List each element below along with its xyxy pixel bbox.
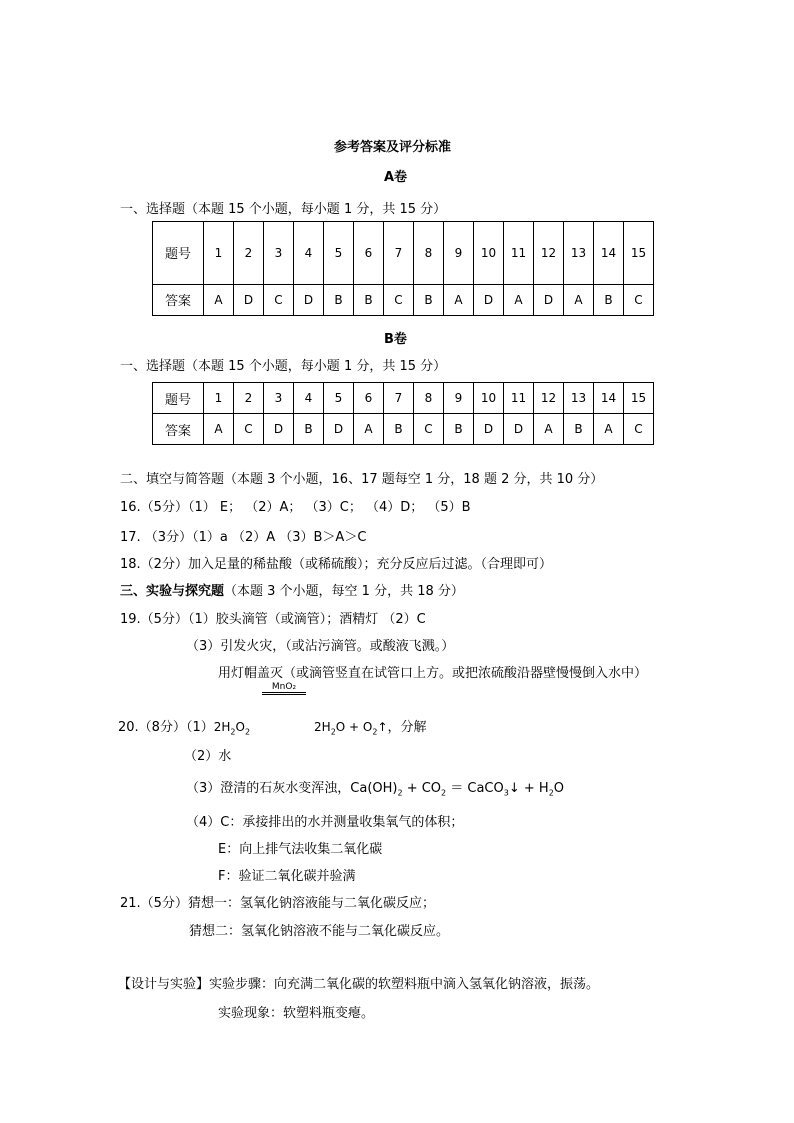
paper-a-number-row — [153, 222, 654, 285]
question-number-cell: 5 — [324, 383, 354, 414]
paper-a-answer-table — [152, 221, 654, 316]
answer-cell: C — [414, 414, 444, 445]
answer-cell: D — [534, 284, 564, 315]
q19-answer-3: （3）引发火灾，（或沾污滴管。或酸液飞溅。） — [186, 639, 455, 654]
question-number-cell: 8 — [414, 222, 444, 285]
paper-a-section-heading: 一、选择题（本题 15 个小题，每小题 1 分，共 15 分） — [120, 202, 447, 217]
answer-cell: A — [504, 284, 534, 315]
question-number-cell: 9 — [444, 383, 474, 414]
answer-cell: C — [384, 284, 414, 315]
question-number-cell: 6 — [354, 222, 384, 285]
question-number-cell: 6 — [354, 383, 384, 414]
question-number-cell: 10 — [474, 222, 504, 285]
answer-cell: B — [354, 284, 384, 315]
answer-cell: A — [594, 414, 624, 445]
question-number-cell: 14 — [594, 222, 624, 285]
q20-answer-4e: E：向上排气法收集二氧化碳 — [218, 842, 383, 857]
question-number-cell: 3 — [264, 222, 294, 285]
question-number-cell: 12 — [534, 383, 564, 414]
paper-b-number-row — [153, 383, 654, 414]
question-number-cell: 10 — [474, 383, 504, 414]
question-number-cell: 12 — [534, 222, 564, 285]
answer-cell: B — [324, 284, 354, 315]
question-number-cell: 14 — [594, 383, 624, 414]
q20-answer-3: （3）澄清的石灰水变浑浊，$Ca(OH)_2 + CO_2$ ＝ CaCO$_3$↓ + $H_2O$ — [186, 781, 565, 798]
answer-cell: C — [264, 284, 294, 315]
answer-cell: D — [474, 414, 504, 445]
q16-answer: 16.（5分）（1） E； （2）A； （3）C； （4）D； （5）B — [120, 500, 471, 515]
answer-cell: A — [204, 284, 234, 315]
q20-answer-4c: （4）C：承接排出的水并测量收集氧气的体积； — [186, 815, 464, 830]
section-2-heading: 二、填空与简答题（本题 3 个小题，16、17 题每空 1 分，18 题 2 分，共 10 分） — [120, 472, 604, 487]
question-number-cell: 5 — [324, 222, 354, 285]
question-number-cell: 13 — [564, 383, 594, 414]
answer-cell: A — [204, 414, 234, 445]
paper-a-label: A卷 — [384, 170, 408, 185]
answer-cell: A — [444, 284, 474, 315]
question-number-cell: 7 — [384, 383, 414, 414]
catalyst-label: MnO₂ — [271, 682, 297, 692]
q20-prefix: 20.（8分）（1） — [118, 720, 214, 735]
answer-cell: B — [294, 414, 324, 445]
h2o2-formula: $2H_2O_2$ — [213, 720, 251, 737]
question-number-cell: 15 — [624, 383, 654, 414]
answer-cell: C — [624, 414, 654, 445]
q19-answer-1: 19.（5分）（1）胶头滴管（或滴管）；酒精灯 （2）C — [120, 612, 426, 627]
paper-a-answer-row — [153, 284, 654, 315]
number-row-label: 题号 — [153, 383, 204, 414]
number-row-label: 题号 — [153, 222, 204, 285]
q19-answer-4: 用灯帽盖灭（或滴管竖直在试管口上方。或把浓硫酸沿器壁慢慢倒入水中） — [218, 666, 648, 681]
question-number-cell: 13 — [564, 222, 594, 285]
question-number-cell: 3 — [264, 383, 294, 414]
products-formula: $2H_2O$ + $O_2↑$ — [314, 720, 388, 737]
answer-cell: B — [564, 414, 594, 445]
question-number-cell: 2 — [234, 222, 264, 285]
answer-cell: B — [384, 414, 414, 445]
question-number-cell: 11 — [504, 222, 534, 285]
answer-cell: C — [234, 414, 264, 445]
reaction-equals-sign — [262, 692, 306, 695]
q18-answer: 18.（2分）加入足量的稀盐酸（或稀硫酸）；充分反应后过滤。（合理即可） — [120, 557, 552, 572]
answer-cell: A — [564, 284, 594, 315]
paper-b-section-heading: 一、选择题（本题 15 个小题，每小题 1 分，共 15 分） — [120, 359, 447, 374]
experiment-phenomenon: 实验现象：软塑料瓶变瘪。 — [218, 1006, 375, 1021]
answer-cell: D — [474, 284, 504, 315]
page-title: 参考答案及评分标准 — [334, 140, 452, 155]
answer-cell: B — [594, 284, 624, 315]
q20-answer-4f: F：验证二氧化碳并验满 — [218, 869, 356, 884]
q21-hypothesis-1: 21.（5分）猜想一：氢氧化钠溶液能与二氧化碳反应； — [120, 896, 435, 911]
design-experiment-steps: 【设计与实验】实验步骤：向充满二氧化碳的软塑料瓶中滴入氢氧化钠溶液，振荡。 — [118, 977, 600, 992]
question-number-cell: 8 — [414, 383, 444, 414]
question-number-cell: 4 — [294, 222, 324, 285]
q20-answer-2: （2）水 — [184, 749, 232, 764]
question-number-cell: 7 — [384, 222, 414, 285]
section-3-heading — [120, 580, 464, 599]
answer-cell: A — [534, 414, 564, 445]
question-number-cell: 1 — [204, 383, 234, 414]
question-number-cell: 9 — [444, 222, 474, 285]
catalyst-condition — [262, 682, 306, 695]
answer-row-label: 答案 — [153, 414, 204, 445]
answer-cell: B — [414, 284, 444, 315]
q21-hypothesis-2: 猜想二：氢氧化钠溶液不能与二氧化碳反应。 — [189, 924, 450, 939]
answer-cell: D — [264, 414, 294, 445]
question-number-cell: 15 — [624, 222, 654, 285]
reaction-type: ，分解 — [387, 720, 427, 735]
question-number-cell: 2 — [234, 383, 264, 414]
paper-b-label: B卷 — [384, 332, 407, 347]
q17-answer: 17. （3分）（1）a （2）A （3）B＞A＞C — [120, 530, 367, 545]
question-number-cell: 11 — [504, 383, 534, 414]
answer-cell: B — [444, 414, 474, 445]
answer-cell: D — [294, 284, 324, 315]
answer-cell: C — [624, 284, 654, 315]
question-number-cell: 4 — [294, 383, 324, 414]
answer-cell: D — [234, 284, 264, 315]
answer-row-label: 答案 — [153, 284, 204, 315]
answer-cell: D — [504, 414, 534, 445]
answer-cell: A — [354, 414, 384, 445]
question-number-cell: 1 — [204, 222, 234, 285]
section-3-note: （本题 3 个小题，每空 1 分，共 18 分） — [224, 584, 464, 599]
section-3-title: 三、实验与探究题 — [120, 584, 225, 599]
q20-answer-1 — [118, 716, 427, 736]
paper-b-answer-table — [152, 382, 654, 445]
paper-b-answer-row — [153, 414, 654, 445]
answer-cell: D — [324, 414, 354, 445]
